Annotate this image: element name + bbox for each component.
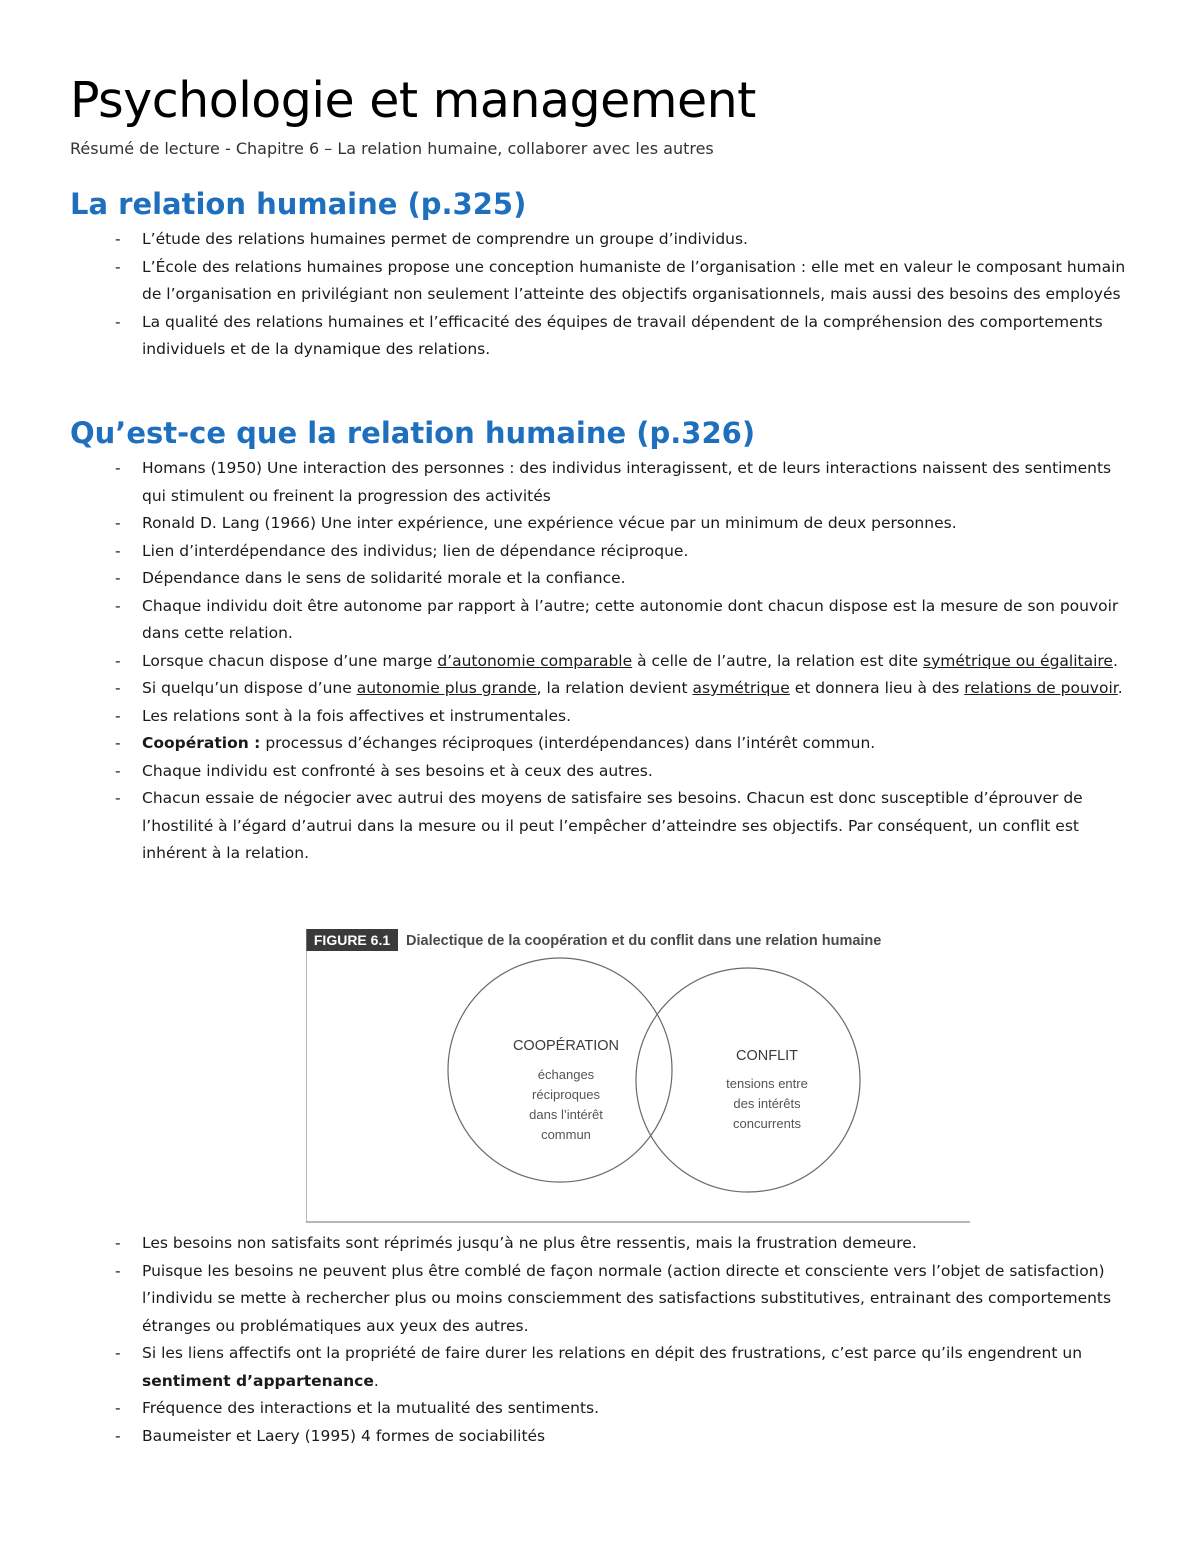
bullet-dash: - [115, 596, 121, 615]
list-item-text: Puisque les besoins ne peuvent plus être comblé de façon normale (action directe et consciente vers l’objet de satisfaction) l’individu se mette à rechercher plus ou moins consciemment des satisfactions substitutives, entrainant des comportements étranges ou problématiques aux yeux des autres. [142, 1261, 1112, 1335]
list-item-text: Les relations sont à la fois affectives et instrumentales. [142, 706, 571, 725]
text-run: à celle de l’autre, la relation est dite [632, 651, 924, 670]
underlined-term: relations de pouvoir [964, 679, 1118, 697]
cooperation-line: échanges [537, 1067, 595, 1082]
text-run: processus d’échanges réciproques (interdépendances) dans l’intérêt commun. [260, 734, 876, 752]
list-item [115, 565, 1132, 593]
list-item [115, 1423, 1132, 1451]
bullet-dash: - [115, 761, 121, 780]
section-heading-relation-humaine: La relation humaine (p.325) [70, 187, 527, 221]
list-item-text: L’École des relations humaines propose une conception humaniste de l’organisation : elle met en valeur le composant humain de l’organisation en privilégiant non seulement l’atteinte des objectifs organisationnels, mais aussi des besoins des employés [142, 257, 1126, 303]
text-run: et donnera lieu à des [789, 679, 965, 697]
document-title: Psychologie et management [70, 72, 756, 129]
list-item-text: Chaque individu doit être autonome par rapport à l’autre; cette autonomie dont chacun dispose est la mesure de son pouvoir dans cette relation. [142, 596, 1119, 642]
list-item-text: Fréquence des interactions et la mutualité des sentiments. [142, 1399, 600, 1417]
cooperation-line: commun [541, 1127, 591, 1142]
list-item [115, 593, 1132, 648]
figure-venn-diagram [306, 926, 970, 1224]
list-item-text: Les besoins non satisfaits sont réprimés jusqu’à ne plus être ressentis, mais la frustration demeure. [142, 1234, 917, 1252]
list-item-text: Dépendance dans le sens de solidarité morale et la confiance. [142, 569, 626, 587]
list-item [115, 226, 1132, 254]
bullet-list-section1 [0, 226, 1200, 364]
list-item [115, 703, 1132, 731]
text-run: Lorsque chacun dispose d’une marge [142, 651, 438, 670]
list-item [115, 758, 1132, 786]
list-item [115, 648, 1132, 676]
bullet-dash: - [115, 789, 121, 807]
underlined-term: symétrique ou égalitaire [923, 651, 1113, 670]
bullet-dash: - [115, 1344, 121, 1362]
list-item [115, 730, 1132, 758]
list-item [115, 1258, 1132, 1341]
bullet-dash: - [115, 459, 121, 477]
list-item-text: Homans (1950) Une interaction des personnes : des individus interagissent, et de leurs interactions naissent des sentiments qui stimulent ou freinent la progression des activités [142, 459, 1112, 505]
cooperation-line: dans l’intérêt [529, 1107, 603, 1122]
cooperation-title: COOPÉRATION [512, 1038, 620, 1054]
list-item-text: Ronald D. Lang (1966) Une inter expérience, une expérience vécue par un minimum de deux personnes. [142, 514, 957, 532]
bullet-dash: - [115, 1399, 121, 1417]
text-run: . [1117, 679, 1123, 697]
document-subtitle: Résumé de lecture - Chapitre 6 – La relation humaine, collaborer avec les autres [70, 139, 714, 158]
underlined-term: autonomie plus grande [356, 679, 537, 697]
conflict-line: des intérêts [733, 1096, 801, 1111]
venn-diagram [306, 926, 970, 1224]
text-run: Si quelqu’un dispose d’une [142, 679, 357, 697]
conflict-line: tensions entre [726, 1076, 808, 1091]
bullet-dash: - [115, 706, 121, 725]
figure-caption: Dialectique de la coopération et du conflit dans une relation humaine [406, 933, 882, 949]
list-item [115, 455, 1132, 510]
figure-label: FIGURE 6.1 [313, 932, 391, 948]
bullet-dash: - [115, 734, 121, 752]
list-item [115, 254, 1132, 309]
list-item-text: Chacun essaie de négocier avec autrui des moyens de satisfaire ses besoins. Chacun est donc susceptible d’éprouver de l’hostilité à l’égard d’autrui dans la mesure ou il peut l’empêcher d’atteindre ses objectifs. Par conséquent, un conflit est inhérent à la relation. [142, 789, 1083, 862]
list-item [115, 1340, 1132, 1395]
bullet-dash: - [115, 541, 121, 560]
bullet-dash: - [115, 257, 121, 276]
bullet-list-section2 [0, 455, 1200, 868]
list-item-text: Baumeister et Laery (1995) 4 formes de sociabilités [142, 1426, 546, 1445]
bullet-dash: - [115, 1426, 121, 1445]
bullet-dash: - [115, 514, 121, 532]
list-item [115, 675, 1132, 703]
list-item [115, 785, 1132, 868]
bullet-list-section3 [0, 1230, 1200, 1450]
bold-term: sentiment d’appartenance [142, 1371, 374, 1390]
list-item [115, 510, 1132, 538]
text-run: . [1112, 651, 1118, 670]
conflict-title: CONFLIT [735, 1048, 799, 1064]
conflict-line: concurrents [733, 1116, 801, 1131]
underlined-term: d’autonomie comparable [437, 651, 633, 670]
list-item-text: La qualité des relations humaines et l’efficacité des équipes de travail dépendent de la compréhension des comportements individuels et de la dynamique des relations. [142, 312, 1103, 358]
bullet-dash: - [115, 1261, 121, 1280]
bullet-dash: - [115, 569, 121, 587]
text-run: . [373, 1371, 379, 1390]
bullet-dash: - [115, 651, 121, 670]
bullet-dash: - [115, 679, 121, 697]
list-item [115, 1395, 1132, 1423]
list-item [115, 1230, 1132, 1258]
list-item-text: Lien d’interdépendance des individus; lien de dépendance réciproque. [142, 541, 689, 560]
list-item-text: L’étude des relations humaines permet de comprendre un groupe d’individus. [142, 230, 748, 248]
text-run: , la relation devient [536, 679, 693, 697]
bullet-dash: - [115, 230, 121, 248]
bullet-dash: - [115, 312, 121, 331]
list-item-text: Chaque individu est confronté à ses besoins et à ceux des autres. [142, 761, 653, 780]
bold-term: Coopération : [142, 734, 261, 752]
list-item [115, 309, 1132, 364]
cooperation-line: réciproques [532, 1087, 600, 1102]
bullet-dash: - [115, 1234, 121, 1252]
list-item [115, 538, 1132, 566]
underlined-term: asymétrique [692, 679, 790, 697]
text-run: Si les liens affectifs ont la propriété de faire durer les relations en dépit des frustrations, c’est parce qu’ils engendrent un [142, 1344, 1083, 1362]
section-heading-quest-ce-que: Qu’est-ce que la relation humaine (p.326) [70, 416, 756, 450]
